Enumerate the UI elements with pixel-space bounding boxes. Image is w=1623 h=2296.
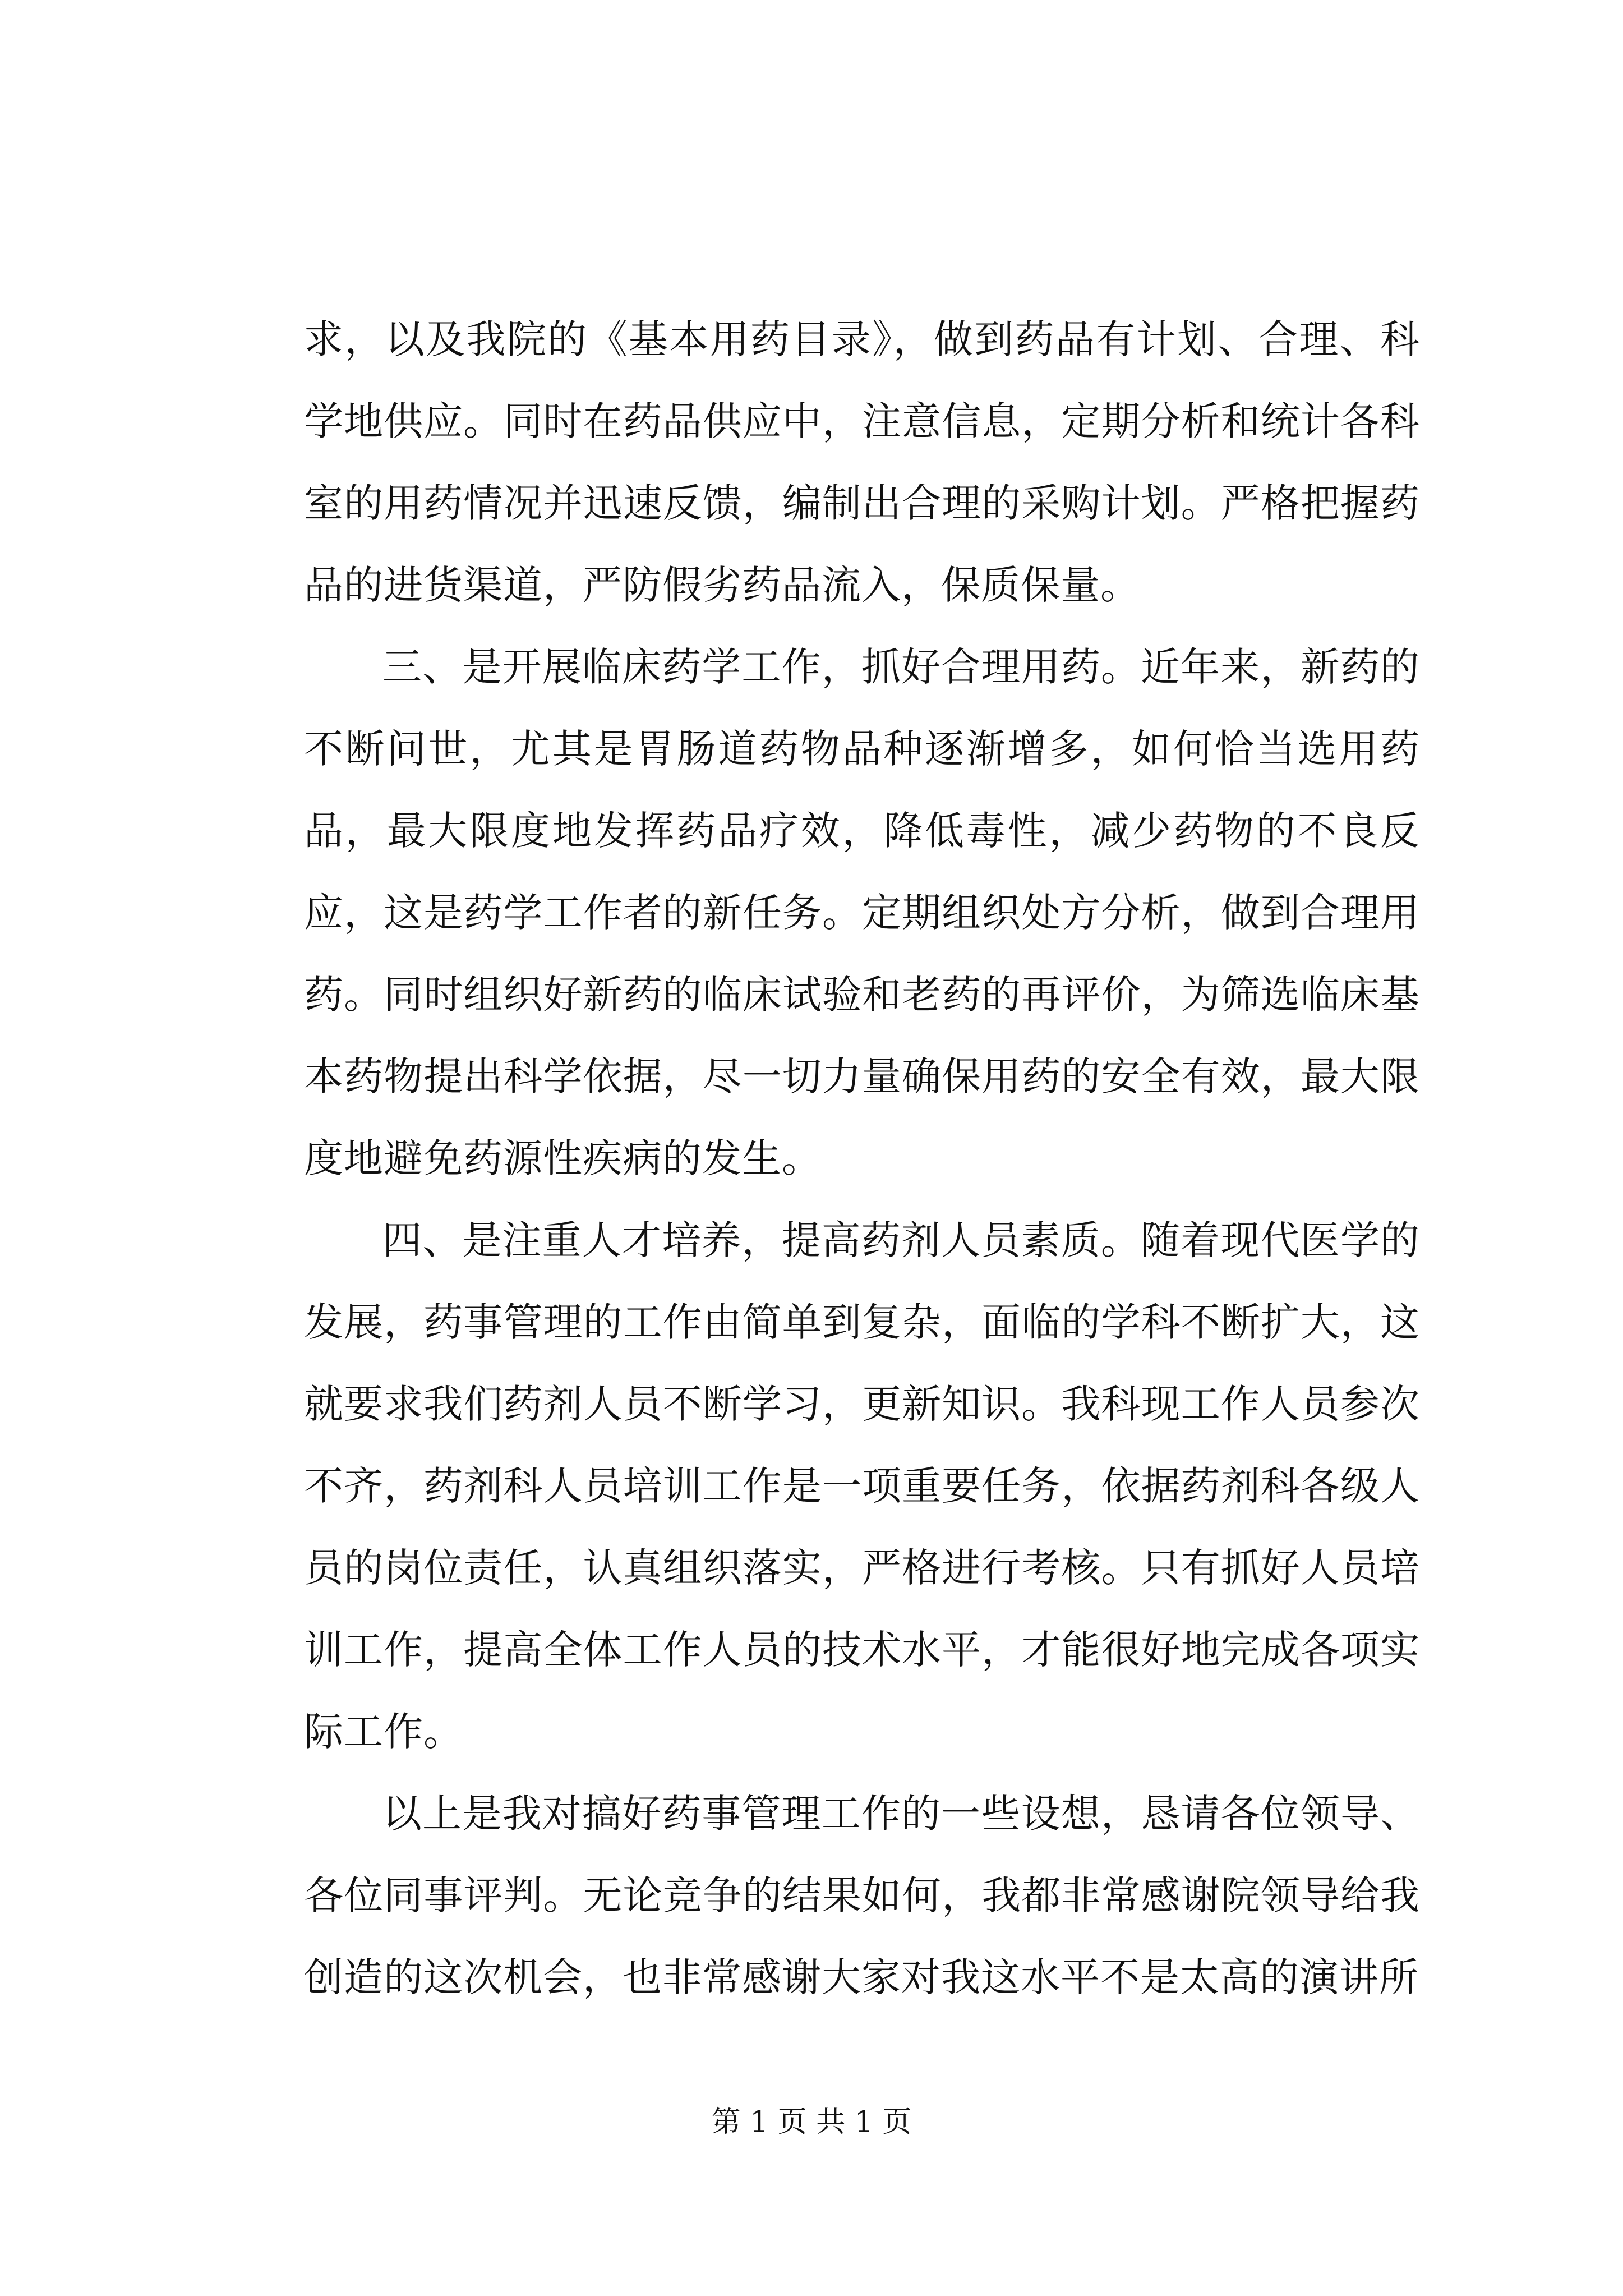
paragraph-talent-training: 四、是注重人才培养，提高药剂人员素质。随着现代医学的发展，药事管理的工作由简单到复杂，面临的学科不断扩大，这就要求我们药剂人员不断学习，更新知识。我科现工作人员参次不齐，药剂科人员培训工作是一项重要任务，依据药剂科各级人员的岗位责任，认真组织落实，严格进行考核。只有抓好人员培训工作，提高全体工作人员的技术水平，才能很好地完成各项实际工作。 [304,1217,1420,1755]
page-footer: 第 1 页 共 1 页 [711,2105,912,2139]
paragraph-closing: 以上是我对搞好药事管理工作的一些设想，恳请各位领导、各位同事评判。无论竞争的结果如何，我都非常感谢院领导给我创造的这次机会，也非常感谢大家对我这水平不是太高的演讲所 [304,1791,1420,2000]
paragraph-clinical-pharmacy: 三、是开展临床药学工作，抓好合理用药。近年来，新药的不断问世，尤其是胃肠道药物品种逐渐增多，如何恰当选用药品，最大限度地发挥药品疗效，降低毒性，减少药物的不良反应，这是药学工作者的新任务。定期组织处方分析，做到合理用药。同时组织好新药的临床试验和老药的再评价，为筛选临床基本药物提出科学依据，尽一切力量确保用药的安全有效，最大限度地避免药源性疾病的发生。 [304,644,1420,1181]
document-body [304,298,1420,2018]
paragraph-supply: 求，以及我院的《基本用药目录》，做到药品有计划、合理、科学地供应。同时在药品供应中，注意信息，定期分析和统计各科室的用药情况并迅速反馈，编制出合理的采购计划。严格把握药品的进货渠道，严防假劣药品流入，保质保量。 [304,316,1420,608]
